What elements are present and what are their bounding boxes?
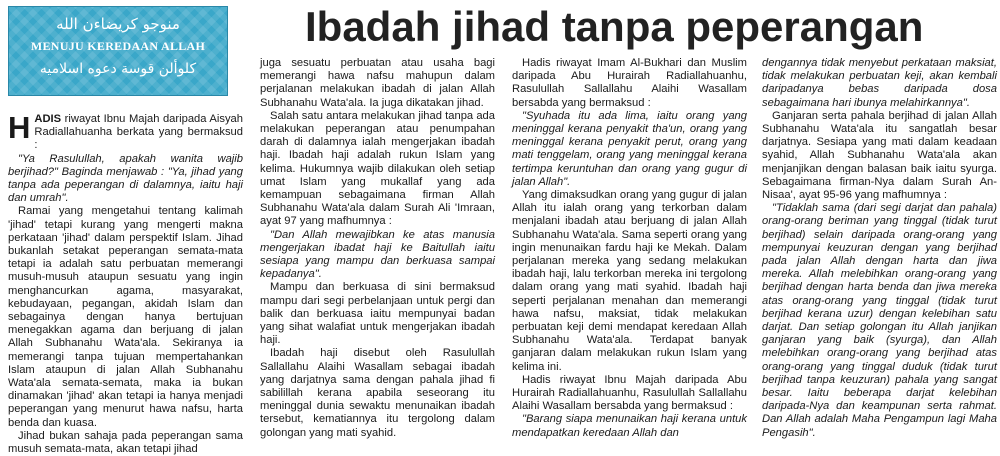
banner-arabic-bottom: كلوألن قوسة دعوه اسلاميه bbox=[39, 61, 197, 77]
paragraph: Ganjaran serta pahala berjihad di jalan Allah Subhanahu Wata'ala itu sangatlah besar darjatnya. Sesiapa yang mati dalam keadaan syahid, Allah Subhanahu Wata'ala akan menjanjikan dengan balasan baik iaitu syurga. Sebagaimana firman-Nya dalam Surah An-Nisaa', ayat 95-96 yang mafhumnya : bbox=[762, 109, 997, 202]
quote-paragraph: "Dan Allah mewajibkan ke atas manusia mengerjakan ibadat haji ke Baitullah iaitu sesiapa yang mampu dan berkuasa sampai kepadanya". bbox=[260, 228, 495, 281]
paragraph: Hadis riwayat Ibnu Majah daripada Abu Hurairah Radiallahuanhu, Rasulullah Sallallahu Alaihi Wasallam bersabda yang bermaksud : bbox=[512, 373, 747, 413]
paragraph: Mampu dan berkuasa di sini bermaksud mampu dari segi perbelanjaan untuk pergi dan balik dan berkuasa iaitu mempunyai badan yang sihat walafiat untuk mengerjakan ibadah haji. bbox=[260, 281, 495, 347]
lead-word: ADIS bbox=[34, 113, 62, 125]
paragraph: Jihad bukan sahaja pada peperangan sama musuh semata-mata, akan tetapi jihad bbox=[8, 429, 243, 456]
quote-paragraph: "Ya Rasulullah, apakah wanita wajib berjihad?" Baginda menjawab : "Ya, jihad yang tanpa ada peperangan di dalamnya, iaitu haji dan umrah". bbox=[8, 152, 243, 205]
section-banner bbox=[8, 6, 228, 96]
banner-arabic-top: منوجو كريضاءن الله bbox=[56, 15, 180, 33]
article-column-3 bbox=[512, 57, 747, 440]
quote-paragraph: "Tidaklah sama (dari segi darjat dan pahala) orang-orang beriman yang tinggal (tidak turut berjihad) selain daripada orang-orang yang mempunyai keuzuran dengan yang berjihad pada jalan Allah dengan harta dan jiwa mereka. Allah melebihkan orang-orang yang berjihad dengan harta benda dan jiwa mereka atas orang-orang yang tinggal (tidak turut berjihad kerana uzur) dengan kelebihan satu darjat. Dan setiap golongan itu Allah janjikan ganjaran yang baik (syurga), dan Allah melebihkan orang-orang yang berjihad atas orang-orang yang tinggal duduk (tidak turut berjihad tanpa keuzuran) pahala yang sangat besar. Iaitu beberapa darjat kelebihan daripada-Nya dan keampunan serta rahmat. Dan Allah adalah Maha Pengampun lagi Maha Pengasih". bbox=[762, 202, 997, 439]
paragraph bbox=[8, 110, 243, 153]
paragraph: Ibadah haji disebut oleh Rasulullah Sallallahu Alaihi Wasallam sebagai ibadah yang darjatnya sama dengan pahala jihad fi sabilillah kerana apabila seseorang itu meninggal dunia sewaktu menunaikan ibadah tersebut, kematiannya itu tergolong dalam golongan yang mati syahid. bbox=[260, 347, 495, 439]
paragraph: Ramai yang mengetahui tentang kalimah 'jihad' tetapi kurang yang mengerti makna perkataan 'jihad' dalam perspektif Islam. Jihad bukanlah setakat peperangan semata-mata tetapi ia adalah satu perbuatan memerangi musuh-musuh ataupun sesuatu yang ingin menghancurkan agama, masyarakat, kebudayaan, pegangan, akidah Islam dan sebagainya dengan hanya bertujuan menegakkan agama dan berjuang di jalan Allah Subhanahu Wata'ala. Sekiranya ia memerangi tanpa tujuan mempertahankan Islam ataupun di jalan Allah Subhanahu Wata'ala semata-semata, maka ia bukan dinamakan 'jihad' akan tetapi ia hanya menjadi peperangan yang menurut hawa nafsu, harta benda dan kuasa. bbox=[8, 205, 243, 429]
banner-title: MENUJU KEREDAAN ALLAH bbox=[30, 39, 206, 53]
article-column-1 bbox=[8, 110, 243, 456]
quote-paragraph: dengannya tidak menyebut perkataan maksiat, tidak melakukan perbuatan keji, akan kembali daripadanya bebas daripada dosa sebagaimana hari ibunya melahirkannya". bbox=[762, 57, 997, 109]
drop-cap: H bbox=[8, 110, 31, 145]
article-column-2 bbox=[260, 57, 495, 440]
article-column-4 bbox=[762, 57, 997, 440]
paragraph: juga sesuatu perbuatan atau usaha bagi memerangi hawa nafsu mahupun dalam perjalanan melakukan ibadah di jalan Allah Subhanahu Wata'ala. Ia juga dikatakan jihad. bbox=[260, 57, 495, 109]
quote-paragraph: "Syuhada itu ada lima, iaitu orang yang meninggal kerana penyakit tha'un, orang yang meninggal kerana penyakit perut, orang yang mati tenggelam, orang yang meninggal kerana tertimpa keruntuhan dan orang yang gugur di jalan Allah". bbox=[512, 109, 747, 188]
paragraph-text: riwayat Ibnu Majah daripada Aisyah Radiallahuanha berkata yang bermaksud : bbox=[34, 113, 243, 152]
paragraph: Yang dimaksudkan orang yang gugur di jalan Allah itu ialah orang yang terkorban dalam menjalani ibadah atau berjuang di jalan Allah Subhanahu Wata'ala. Sama seperti orang yang ingin menunaikan fardu haji ke Mekah. Dalam perjalanan mereka yang sedang melakukan ibadah haji, lalu terkorban mereka ini tergolong dalam orang yang mati syahid. Ibadah haji seperti perjalanan menahan dan memerangi hawa nafsu, maksiat, tidak melakukan perbuatan keji demi mendapat keredaan Allah Subhanahu Wata'ala. Terdapat banyak ganjaran dalam melakukan rukun Islam yang kelima ini. bbox=[512, 189, 747, 373]
paragraph: Salah satu antara melakukan jihad tanpa ada melakukan peperangan atau penumpahan darah di dalamnya ialah mengerjakan ibadah haji. Ibadah haji adalah rukun Islam yang kelima. Hukumnya wajib dilakukan oleh setiap umat Islam yang mukallaf yang ada kemampuan sebagaimana firman Allah Subhanahu Wata'ala dalam Surah Ali 'Imraan, ayat 97 yang mafhumnya : bbox=[260, 109, 495, 228]
article-headline: Ibadah jihad tanpa peperangan bbox=[305, 3, 924, 50]
quote-paragraph: "Barang siapa menunaikan haji kerana untuk mendapatkan keredaan Allah dan bbox=[512, 413, 747, 439]
paragraph: Hadis riwayat Imam Al-Bukhari dan Muslim daripada Abu Hurairah Radiallahuanhu, Rasulullah Sallallahu Alaihi Wasallam bersabda yang bermaksud : bbox=[512, 57, 747, 109]
